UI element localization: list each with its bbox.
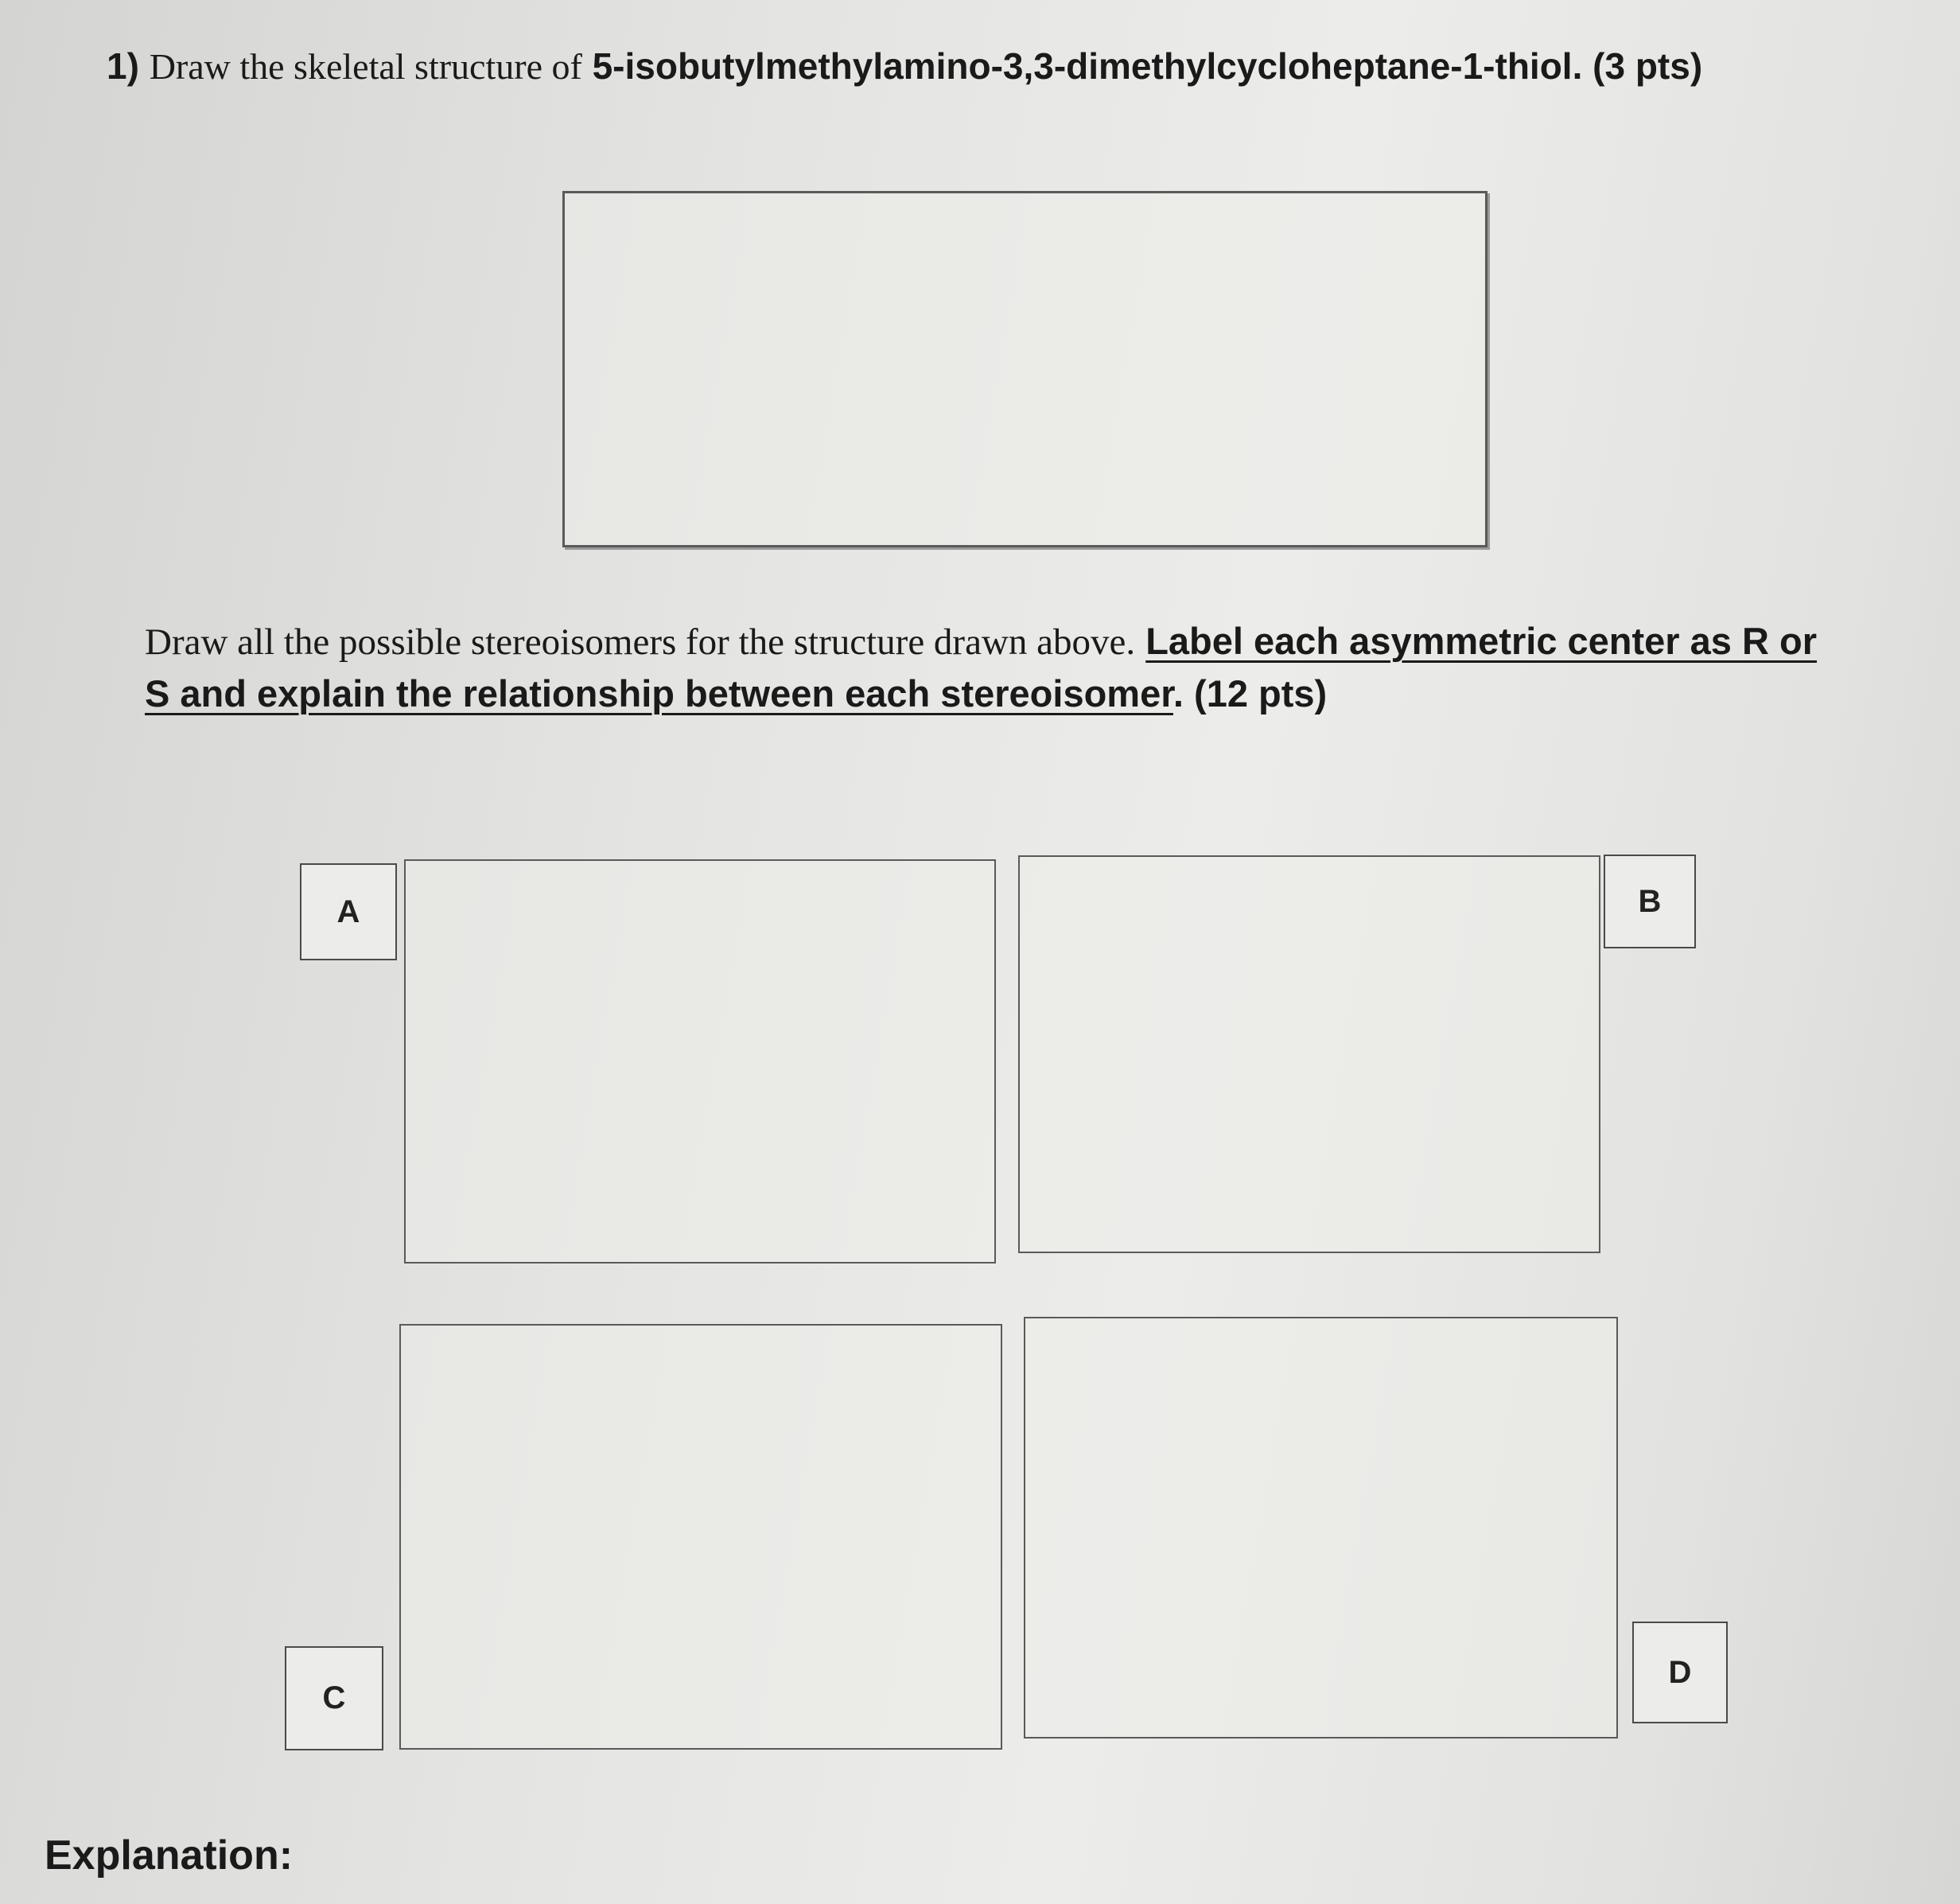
stereoisomer-box-c[interactable] bbox=[399, 1324, 1002, 1750]
stereoisomer-box-b[interactable] bbox=[1018, 855, 1600, 1253]
label-a: A bbox=[300, 863, 397, 960]
label-d: D bbox=[1632, 1622, 1728, 1723]
label-c: C bbox=[285, 1646, 383, 1750]
compound-name: 5-isobutylmethylamino-3,3-dimethylcycloheptane-1-thiol bbox=[592, 45, 1573, 87]
instruction-emphasis-2: S and explain the relationship between each stereoisomer bbox=[145, 672, 1173, 714]
skeletal-structure-answer-box[interactable] bbox=[562, 191, 1488, 547]
instruction-line-1 bbox=[145, 622, 1817, 661]
question-points: . (3 pts) bbox=[1572, 45, 1703, 87]
stereoisomer-box-d[interactable] bbox=[1024, 1317, 1618, 1739]
question-number: 1) bbox=[107, 45, 139, 87]
question-text bbox=[107, 45, 1703, 87]
question-prompt: Draw the skeletal structure of bbox=[149, 46, 582, 87]
instruction-emphasis-1: Label each asymmetric center as R or bbox=[1145, 620, 1817, 662]
stereoisomer-box-a[interactable] bbox=[404, 859, 996, 1263]
instruction-line-2 bbox=[145, 672, 1328, 714]
label-b: B bbox=[1604, 855, 1696, 948]
instruction-text: Draw all the possible stereoisomers for the structure drawn above. bbox=[145, 621, 1136, 663]
instruction-points: . (12 pts) bbox=[1172, 672, 1328, 714]
explanation-label: Explanation: bbox=[45, 1832, 294, 1879]
